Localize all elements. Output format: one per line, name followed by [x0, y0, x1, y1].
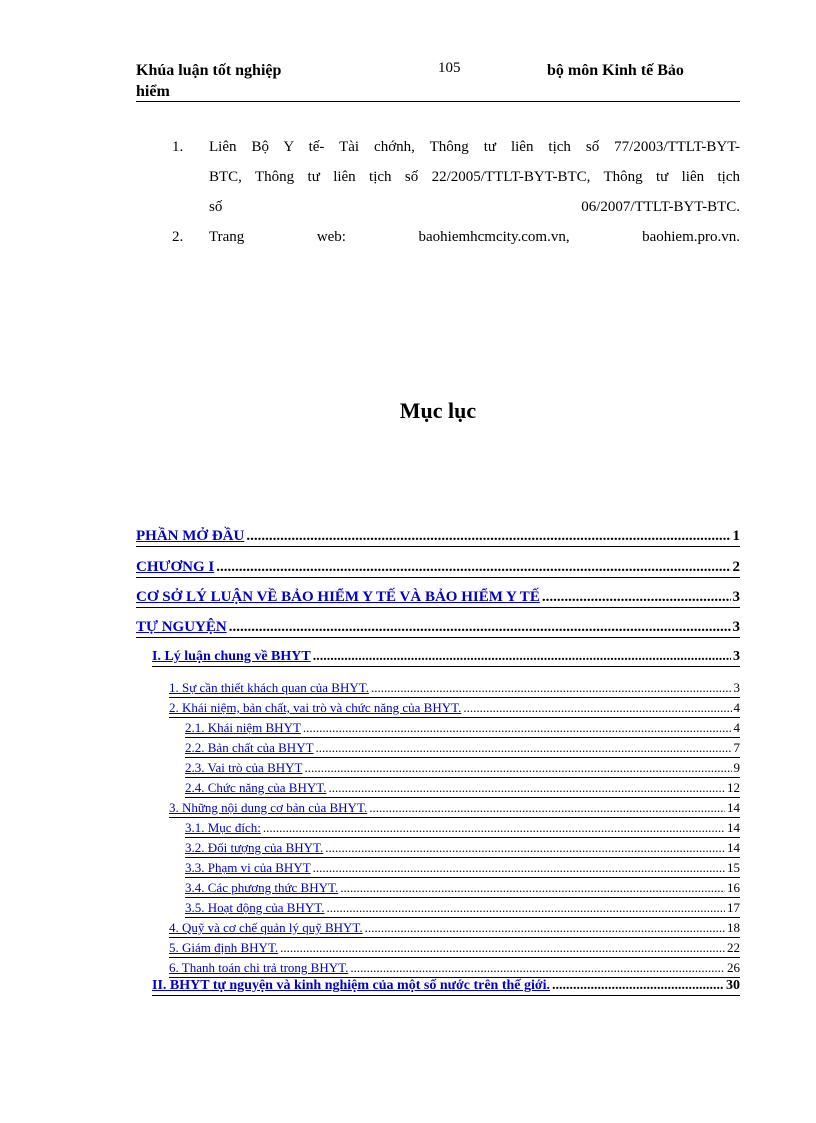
toc-leader-dots [263, 820, 725, 836]
toc-entry-phan-mo-dau[interactable] [136, 528, 740, 545]
toc-underline [185, 857, 740, 858]
toc-leader-dots [246, 528, 730, 545]
header-thesis-title [136, 60, 356, 102]
toc-underline [169, 957, 740, 958]
toc-entry-title[interactable]: PHẦN MỞ ĐẦU [136, 528, 245, 544]
header-department: bộ môn Kinh tế Bảo [547, 62, 684, 79]
toc-underline [136, 577, 740, 578]
toc-underline [185, 897, 740, 898]
toc-underline [185, 757, 740, 758]
toc-underline [185, 797, 740, 798]
toc-entry-tu-nguyen[interactable] [136, 619, 740, 636]
toc-leader-dots [303, 720, 732, 736]
toc-entry-title[interactable]: 2. Khái niệm, bản chất, vai trò và chức năng của BHYT. [169, 700, 462, 715]
reference-line: Liên Bộ Y tế- Tài chớnh, Thông tư liên tịch số 77/2003/TTLT-BYT- [209, 139, 740, 155]
toc-page-number: 3 [733, 649, 740, 664]
toc-entry-6[interactable] [169, 960, 740, 976]
toc-entry-title[interactable]: 3.4. Các phương thức BHYT. [185, 880, 339, 895]
toc-leader-dots [280, 940, 725, 956]
toc-entry-title[interactable]: 2.4. Chức năng của BHYT. [185, 780, 327, 795]
reference-item [172, 132, 740, 222]
toc-leader-dots [542, 589, 731, 606]
toc-entry-2-3[interactable] [185, 760, 740, 776]
toc-entry-title[interactable]: 4. Quỹ và cơ chế quản lý quỹ BHYT. [169, 920, 363, 935]
toc-entry-title[interactable]: CHƯƠNG I [136, 559, 215, 575]
toc-underline [169, 697, 740, 698]
toc-entry-title[interactable]: 3.1. Mục đích: [185, 820, 261, 835]
toc-entry-title[interactable]: 3.5. Hoạt động của BHYT. [185, 900, 325, 915]
toc-page-number: 3 [733, 680, 740, 695]
page-number: 105 [438, 60, 461, 76]
toc-entry-3-5[interactable] [185, 900, 740, 916]
toc-entry-title[interactable]: CƠ SỞ LÝ LUẬN VỀ BẢO HIỂM Y TẾ VÀ BẢO HIỂM Y TẾ [136, 589, 540, 605]
toc-leader-dots [340, 880, 725, 896]
toc-leader-dots [552, 978, 724, 994]
toc-underline [152, 995, 740, 996]
reference-number: 2. [172, 229, 184, 245]
toc-entry-3[interactable] [169, 800, 740, 816]
toc-entry-section-1[interactable] [152, 649, 740, 665]
toc-page-number: 30 [726, 978, 740, 993]
reference-line: Trang web: baohiemhcmcity.com.vn, baohiem.pro.vn. [209, 229, 740, 245]
toc-page-number: 2 [732, 559, 740, 575]
toc-leader-dots [365, 920, 725, 936]
toc-page-number: 1 [732, 528, 740, 544]
toc-underline [136, 637, 740, 638]
toc-page-number: 4 [733, 720, 740, 735]
toc-entry-4[interactable] [169, 920, 740, 936]
toc-page-number: 7 [733, 740, 740, 755]
toc-entry-3-3[interactable] [185, 860, 740, 876]
toc-entry-title[interactable]: 3. Những nội dung cơ bản của BHYT. [169, 800, 368, 815]
toc-page-number: 22 [727, 940, 740, 955]
toc-page-number: 14 [727, 800, 740, 815]
toc-underline [152, 666, 740, 667]
toc-leader-dots [463, 700, 731, 716]
toc-underline [136, 607, 740, 608]
toc-leader-dots [369, 800, 725, 816]
toc-title: Mục lục [399, 398, 477, 423]
toc-leader-dots [325, 840, 725, 856]
toc-page-number: 3 [732, 589, 740, 605]
toc-underline [185, 837, 740, 838]
toc-entry-3-2[interactable] [185, 840, 740, 856]
header-left-line2: hiểm [136, 83, 170, 100]
toc-leader-dots [316, 740, 732, 756]
toc-entry-2[interactable] [169, 700, 740, 716]
toc-underline [169, 937, 740, 938]
toc-entry-title[interactable]: I. Lý luận chung về BHYT [152, 649, 311, 664]
toc-page-number: 12 [727, 780, 740, 795]
toc-entry-3-1[interactable] [185, 820, 740, 836]
toc-leader-dots [371, 680, 732, 696]
toc-entry-title[interactable]: 2.2. Bản chất của BHYT [185, 740, 314, 755]
toc-underline [185, 777, 740, 778]
toc-underline [136, 546, 740, 547]
toc-entry-2-1[interactable] [185, 720, 740, 736]
toc-entry-title[interactable]: 1. Sự cần thiết khách quan của BHYT. [169, 680, 369, 695]
toc-page-number: 18 [727, 920, 740, 935]
toc-leader-dots [328, 780, 725, 796]
toc-entry-section-2[interactable] [152, 978, 740, 994]
toc-entry-title[interactable]: TỰ NGUYỆN [136, 619, 227, 635]
toc-underline [185, 737, 740, 738]
toc-leader-dots [350, 960, 725, 976]
toc-page-number: 16 [727, 880, 740, 895]
toc-page-number: 9 [733, 760, 740, 775]
toc-underline [185, 877, 740, 878]
toc-entry-co-so-ly-luan[interactable] [136, 589, 740, 606]
reference-line: số 06/2007/TTLT-BYT-BTC. [209, 199, 740, 215]
toc-entry-title[interactable]: 2.1. Khái niệm BHYT [185, 720, 301, 735]
header-divider [136, 101, 740, 102]
toc-leader-dots [216, 559, 730, 576]
toc-entry-5[interactable] [169, 940, 740, 956]
toc-underline [169, 717, 740, 718]
toc-leader-dots [304, 760, 731, 776]
reference-list [172, 132, 740, 252]
toc-page-number: 26 [727, 960, 740, 975]
toc-entry-title[interactable]: 5. Giám định BHYT. [169, 940, 279, 955]
toc-page-number: 14 [727, 820, 740, 835]
toc-entry-title[interactable]: 2.3. Vai trò của BHYT [185, 760, 303, 775]
toc-entry-title[interactable]: 6. Thanh toán chi trả trong BHYT. [169, 960, 349, 975]
toc-page-number: 17 [727, 900, 740, 915]
toc-underline [185, 917, 740, 918]
reference-item [172, 222, 740, 252]
toc-entry-title[interactable]: 3.2. Đối tượng của BHYT. [185, 840, 324, 855]
toc-underline [169, 817, 740, 818]
toc-entry-2-2[interactable] [185, 740, 740, 756]
toc-entry-chuong-1[interactable] [136, 559, 740, 576]
toc-leader-dots [326, 900, 725, 916]
toc-page-number: 15 [727, 860, 740, 875]
toc-page-number: 3 [732, 619, 740, 635]
toc-entry-1[interactable] [169, 680, 740, 696]
toc-entry-title[interactable]: 3.3. Phạm vi của BHYT [185, 860, 311, 875]
toc-leader-dots [229, 619, 731, 636]
toc-leader-dots [313, 649, 731, 665]
toc-entry-3-4[interactable] [185, 880, 740, 896]
header-left-line1: Khúa luận tốt nghiệp [136, 62, 282, 79]
toc-entry-title[interactable]: II. BHYT tự nguyện và kinh nghiệm của một số nước trên thế giới. [152, 978, 551, 993]
toc-entry-2-4[interactable] [185, 780, 740, 796]
toc-page-number: 14 [727, 840, 740, 855]
reference-line: BTC, Thông tư liên tịch số 22/2005/TTLT-BYT-BTC, Thông tư liên tịch [209, 169, 740, 185]
reference-number: 1. [172, 139, 184, 155]
toc-page-number: 4 [733, 700, 740, 715]
toc-leader-dots [313, 860, 725, 876]
